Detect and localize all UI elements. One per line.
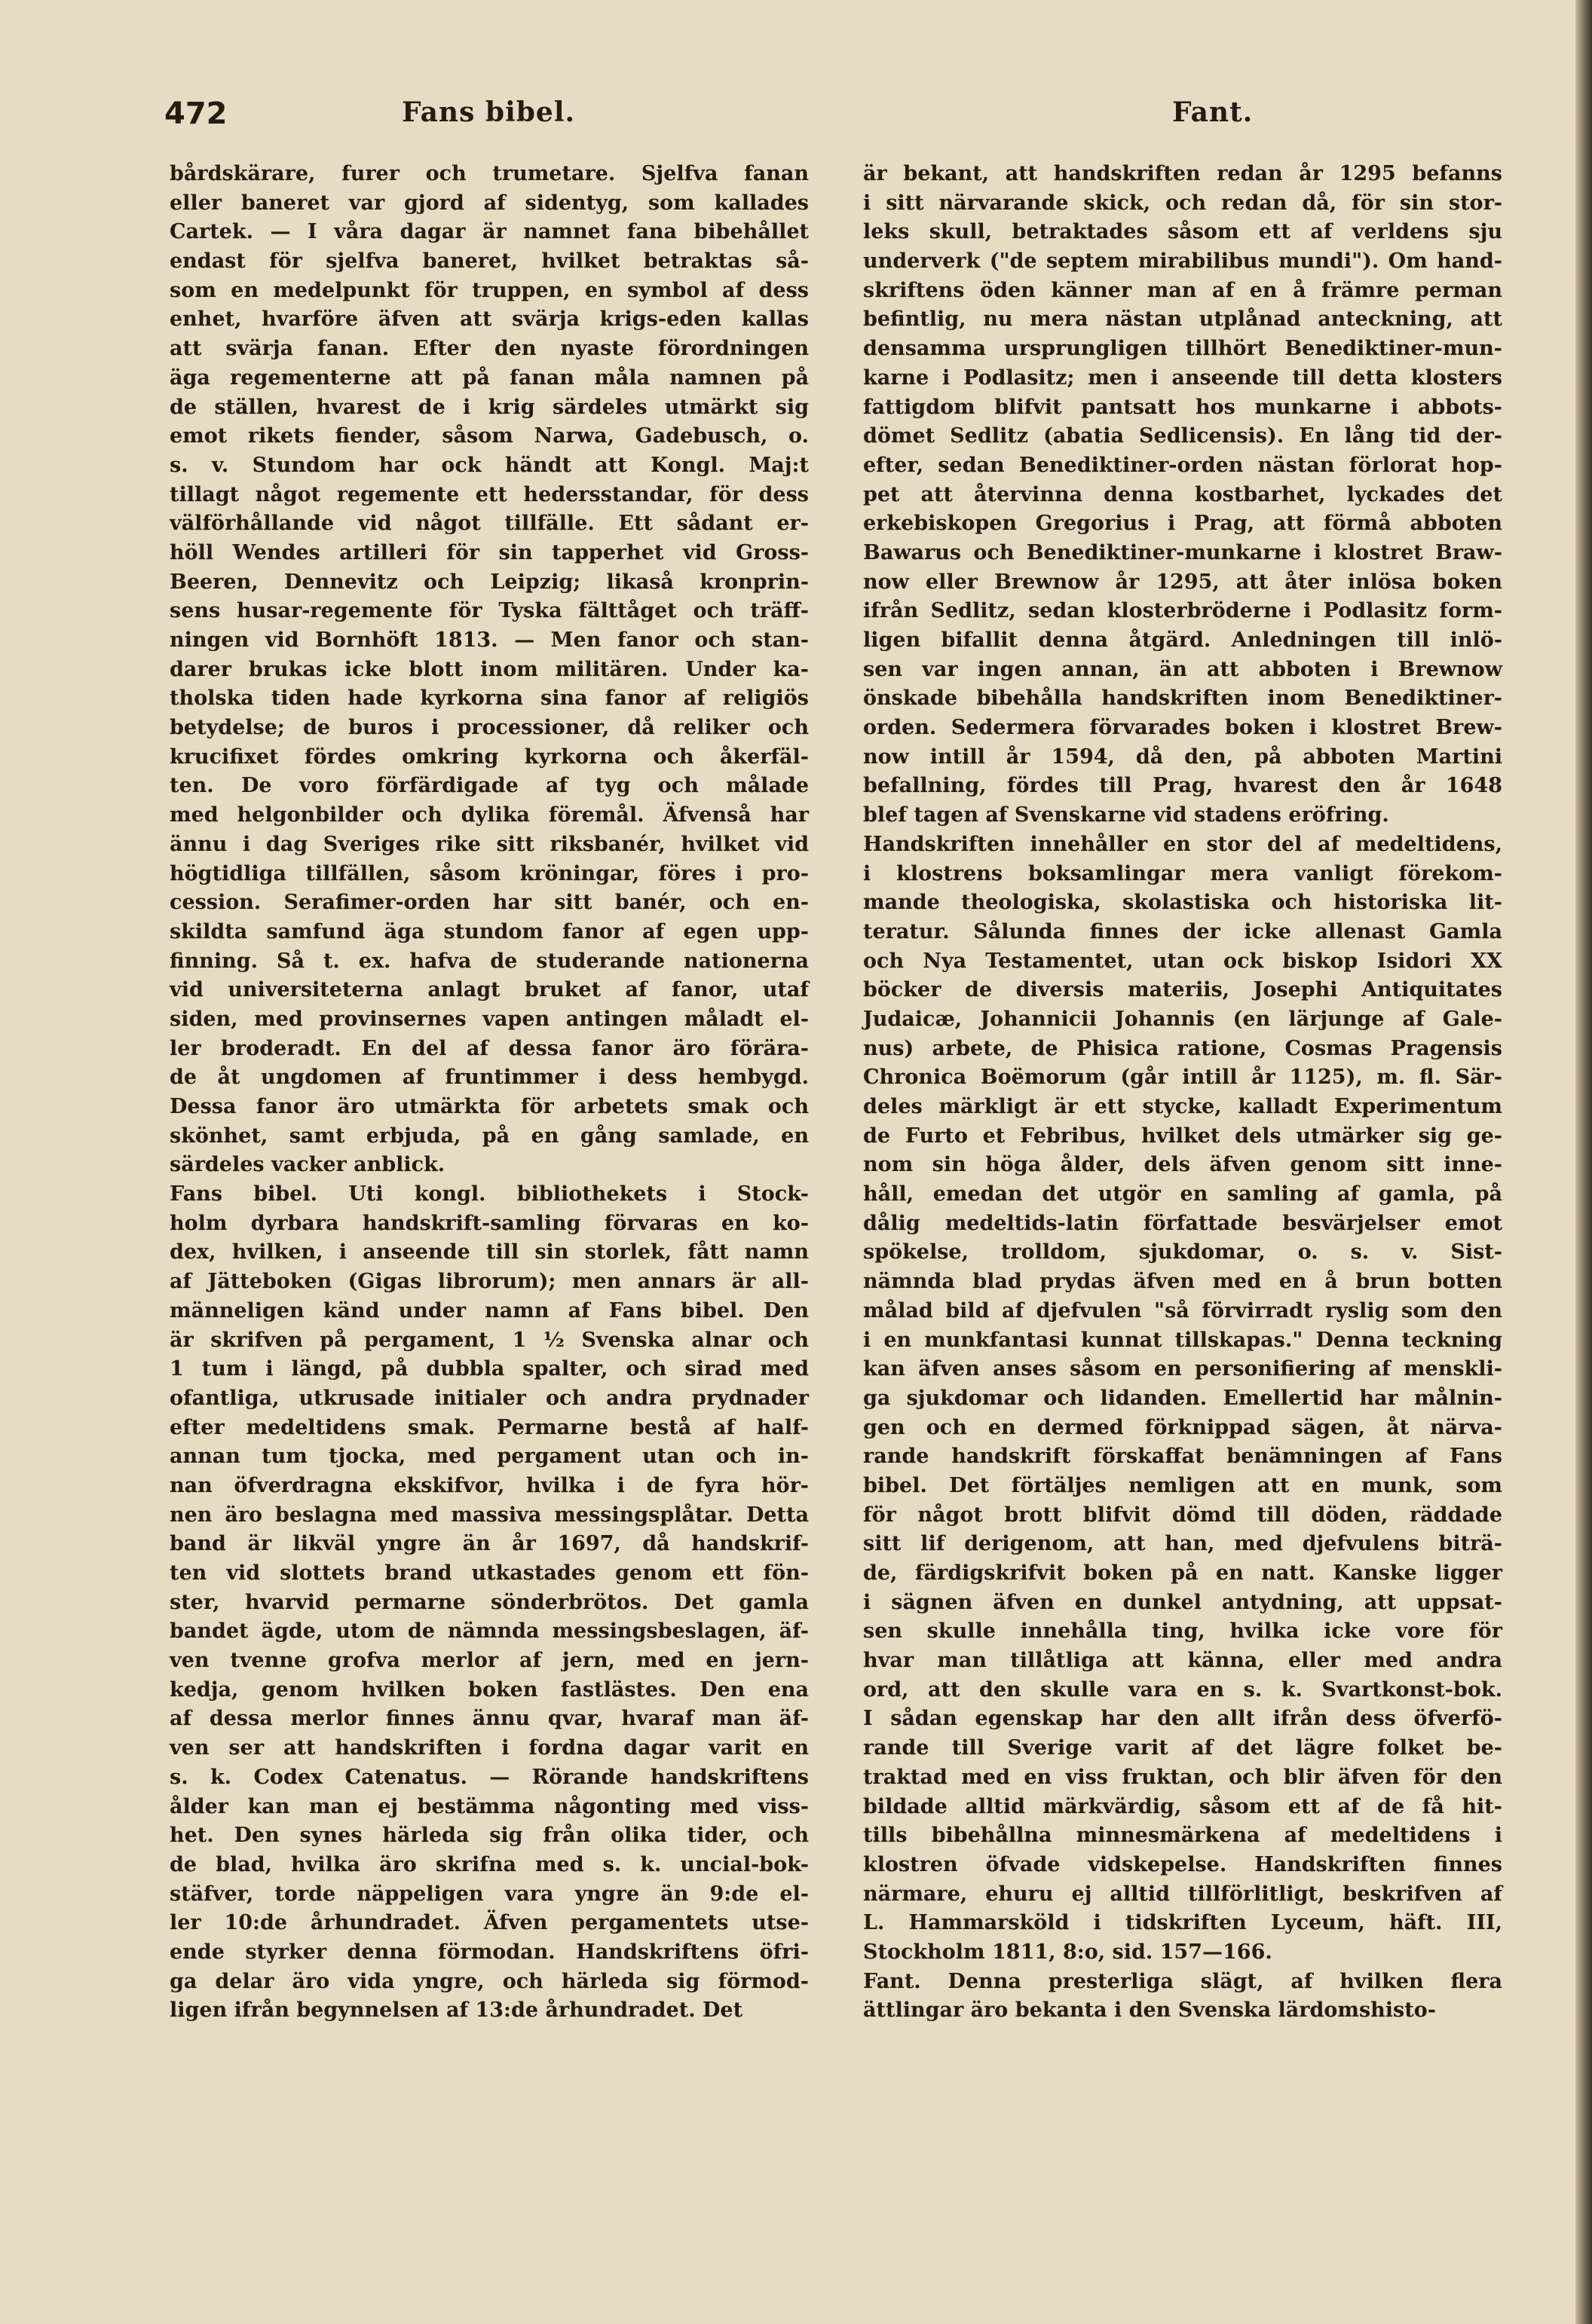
text-line: underverk ("de septem mirabilibus mundi"). Om hand- (863, 249, 1502, 274)
text-line: orden. Sedermera förvarades boken i klostret Brew- (863, 716, 1502, 740)
text-line: densamma ursprungligen tillhört Benediktiner-mun- (863, 337, 1502, 361)
text-line: now eller Brewnow år 1295, att åter inlösa boken (863, 570, 1502, 594)
text-line: 1 tum i längd, på dubbla spalter, och sirad med (170, 1357, 809, 1381)
text-line: leks skull, betraktades såsom ett af verldens sju (863, 220, 1502, 244)
text-line: Cartek. — I våra dagar är namnet fana bibehållet (170, 220, 809, 244)
text-line: de ställen, hvarest de i krig särdeles utmärkt sig (170, 395, 809, 419)
text-line: enhet, hvarföre äfven att svärja krigs-eden kallas (170, 307, 809, 332)
text-line: kan äfven anses såsom en personifiering af menskli- (863, 1357, 1502, 1381)
text-line: höll Wendes artilleri för sin tapperhet vid Gross- (170, 540, 809, 564)
text-line: ten vid slottets brand utkastades genom ett fön- (170, 1561, 809, 1585)
text-line: ligen bifallit denna åtgärd. Anledningen till inlö- (863, 628, 1502, 652)
text-line: befallning, fördes till Prag, hvarest den år 1648 (863, 774, 1502, 798)
text-line: Fant. Denna presterliga slägt, af hvilken flera (863, 1969, 1502, 1993)
text-line: bildade alltid märkvärdig, såsom ett af de få hit- (863, 1794, 1502, 1818)
text-line: ord, att den skulle vara en s. k. Svartkonst-bok. (863, 1677, 1502, 1702)
text-line: tillagt något regemente ett hedersstandar, för dess (170, 482, 809, 506)
running-head-left: Fans bibel. (402, 96, 576, 128)
text-line: s. v. Stundom har ock händt att Kongl. Maj:t (170, 453, 809, 477)
text-line: ännu i dag Sveriges rike sitt riksbanér, hvilket vid (170, 832, 809, 856)
text-line: välförhållande vid något tillfälle. Ett sådant er- (170, 512, 809, 536)
text-line: tills bibehållna minnesmärkena af medeltidens i (863, 1824, 1502, 1848)
page-number: 472 (164, 96, 228, 131)
text-line: ättlingar äro bekanta i den Svenska lärdomshisto- (863, 1998, 1436, 2023)
text-line: hvar man tillåtliga att känna, eller med andra (863, 1649, 1502, 1673)
text-line: är skrifven på pergament, 1 ½ Svenska alnar och (170, 1328, 809, 1352)
text-line: af dessa merlor finnes ännu qvar, hvaraf man äf- (170, 1707, 809, 1731)
text-line: i klostrens boksamlingar mera vanligt förekom- (863, 861, 1502, 885)
text-line: ven ser att handskriften i fordna dagar varit en (170, 1736, 809, 1760)
text-line: efter medeltidens smak. Permarne bestå af half- (170, 1415, 809, 1439)
text-line: nan öfverdragna ekskifvor, hvilka i de fyra hör- (170, 1473, 809, 1497)
text-line: klostren öfvade vidskepelse. Handskriften finnes (863, 1852, 1502, 1876)
text-line: ga sjukdomar och lidanden. Emellertid har målnin- (863, 1386, 1502, 1410)
text-line: böcker de diversis materiis, Josephi Antiquitates (863, 978, 1502, 1002)
text-line: Beeren, Dennevitz och Leipzig; likaså kronprin- (170, 570, 809, 594)
text-line: är bekant, att handskriften redan år 1295 befanns (863, 162, 1502, 185)
text-line: bandet ägde, utom de nämnda messingsbeslagen, äf- (170, 1619, 809, 1644)
text-line: sens husar-regemente för Tyska fälttåget och träff- (170, 599, 809, 623)
text-line: särdeles vacker anblick. (170, 1153, 445, 1177)
text-line: karne i Podlasitz; men i anseende till detta klosters (863, 365, 1502, 390)
text-line: krucifixet fördes omkring kyrkorna och åkerfäl- (170, 745, 809, 769)
text-line: skriftens öden känner man af en å främre perman (863, 278, 1502, 302)
text-line: nus) arbete, de Phisica ratione, Cosmas Pragensis (863, 1036, 1502, 1060)
text-line: annan tum tjocka, med pergament utan och in- (170, 1445, 809, 1469)
text-line: männeligen känd under namn af Fans bibel. Den (170, 1298, 809, 1323)
text-line: nom sin höga ålder, dels äfven genom sitt inne- (863, 1153, 1502, 1177)
text-line: het. Den synes härleda sig från olika tider, och (170, 1824, 809, 1848)
text-line: ga delar äro vida yngre, och härleda sig förmod- (170, 1969, 809, 1993)
left-text-column (170, 160, 809, 2026)
text-line: målad bild af djefvulen "så förvirradt ryslig som den (863, 1298, 1502, 1323)
text-line: de åt ungdomen af fruntimmer i dess hembygd. (170, 1066, 809, 1090)
text-line: ningen vid Bornhöft 1813. — Men fanor och stan- (170, 628, 809, 652)
text-line: erkebiskopen Gregorius i Prag, att förmå abboten (863, 512, 1502, 536)
text-line: i sägnen äfven en dunkel antydning, att uppsat- (863, 1590, 1502, 1614)
running-head-right: Fant. (1172, 96, 1254, 128)
text-line: ven tvenne grofva merlor af jern, med en jern- (170, 1649, 809, 1673)
text-line: holm dyrbara handskrift-samling förvaras en ko- (170, 1211, 809, 1235)
text-line: bibel. Det förtäljes nemligen att en munk, som (863, 1473, 1502, 1497)
text-line: ifrån Sedlitz, sedan klosterbröderne i Podlasitz form- (863, 599, 1502, 623)
text-line: efter, sedan Benediktiner-orden nästan förlorat hop- (863, 453, 1502, 477)
text-line: ligen ifrån begynnelsen af 13:de århundradet. Det (170, 1998, 743, 2023)
text-line: önskade bibehålla handskriften inom Benediktiner- (863, 686, 1502, 711)
text-line: now intill år 1594, då den, på abboten Martini (863, 745, 1502, 769)
text-line: nämnda blad prydas äfven med en å brun botten (863, 1270, 1502, 1294)
text-line: eller baneret var gjord af sidentyg, som kallades (170, 191, 809, 215)
text-line: de, färdigskrifvit boken på en natt. Kanske ligger (863, 1561, 1502, 1585)
text-line: deles märkligt är ett stycke, kalladt Experimentum (863, 1095, 1502, 1118)
text-line: ler 10:de århundradet. Äfven pergamentets utse- (170, 1911, 809, 1935)
text-line: i sitt närvarande skick, och redan då, för sin stor- (863, 191, 1502, 215)
text-line: spökelse, trolldom, sjukdomar, o. s. v. Sist- (863, 1240, 1502, 1264)
text-line: ende styrker denna förmodan. Handskriftens öfri- (170, 1940, 809, 1964)
text-line: L. Hammarsköld i tidskriften Lyceum, häft. III, (863, 1911, 1502, 1935)
text-line: sen skulle innehålla ting, hvilka icke vore för (863, 1619, 1502, 1644)
text-line: håll, emedan det utgör en samling af gamla, på (863, 1182, 1502, 1206)
text-line: betydelse; de buros i processioner, då reliker och (170, 716, 809, 740)
text-line: och Nya Testamentet, utan ock biskop Isidori XX (863, 949, 1502, 973)
text-line: I sådan egenskap har den allt ifrån dess öfverfö- (863, 1707, 1502, 1731)
text-line: darer brukas icke blott inom militären. Under ka- (170, 657, 809, 681)
text-line: de blad, hvilka äro skrifna med s. k. uncial-bok- (170, 1852, 809, 1876)
text-line: ofantliga, utkrusade initialer och andra prydnader (170, 1386, 809, 1410)
text-line: sen var ingen annan, än att abboten i Brewnow (863, 657, 1502, 681)
text-line: dex, hvilken, i anseende till sin storlek, fått namn (170, 1240, 809, 1264)
text-line: vid universiteterna anlagt bruket af fanor, utaf (170, 978, 809, 1002)
text-line: Dessa fanor äro utmärkta för arbetets smak och (170, 1095, 809, 1118)
text-line: Bawarus och Benediktiner-munkarne i klostret Braw- (863, 540, 1502, 564)
text-line: rande till Sverige varit af det lägre folket be- (863, 1736, 1502, 1760)
text-line: siden, med provinsernes vapen antingen måladt el- (170, 1007, 809, 1031)
text-line: för något brott blifvit dömd till döden, räddade (863, 1503, 1502, 1527)
text-line: i en munkfantasi kunnat tillskapas." Denna teckning (863, 1328, 1502, 1352)
text-line: stäfver, torde näppeligen vara yngre än 9:de el- (170, 1882, 809, 1906)
text-line: de Furto et Febribus, hvilket dels utmärker sig ge- (863, 1124, 1502, 1148)
text-line: högtidliga tillfällen, såsom kröningar, föres i pro- (170, 861, 809, 885)
text-line: Judaicæ, Johannicii Johannis (en lärjunge af Gale- (863, 1007, 1502, 1031)
text-line: mande theologiska, skolastiska och historiska lit- (863, 891, 1502, 915)
text-line: ster, hvarvid permarne sönderbrötos. Det gamla (170, 1590, 809, 1614)
text-line: med helgonbilder och dylika föremål. Äfvenså har (170, 803, 809, 827)
text-line: ten. De voro förfärdigade af tyg och målade (170, 774, 809, 798)
text-line: teratur. Sålunda finnes der icke allenast Gamla (863, 919, 1502, 943)
text-line: närmare, ehuru ej alltid tillförlitligt, beskrifven af (863, 1882, 1502, 1906)
text-line: emot rikets fiender, såsom Narwa, Gadebusch, o. (170, 424, 809, 448)
text-line: s. k. Codex Catenatus. — Rörande handskriftens (170, 1765, 809, 1789)
text-line: befintlig, nu mera nästan utplånad anteckning, att (863, 307, 1502, 332)
text-line: pet att återvinna denna kostbarhet, lyckades det (863, 482, 1502, 506)
text-line: af Jätteboken (Gigas librorum); men annars är all- (170, 1270, 809, 1294)
text-line: sitt lif derigenom, att han, med djefvulens biträ- (863, 1532, 1502, 1556)
text-line: ler broderadt. En del af dessa fanor äro förära- (170, 1036, 809, 1060)
text-line: som en medelpunkt för truppen, en symbol af dess (170, 278, 809, 302)
text-line: fattigdom blifvit pantsatt hos munkarne i abbots- (863, 395, 1502, 419)
text-line: skildta samfund äga stundom fanor af egen upp- (170, 919, 809, 943)
text-line: nen äro beslagna med massiva messingsplåtar. Detta (170, 1503, 809, 1527)
text-line: bårdskärare, furer och trumetare. Sjelfva fanan (170, 162, 809, 185)
text-line: band är likväl yngre än år 1697, då handskrif- (170, 1532, 809, 1556)
right-text-column (863, 160, 1502, 2026)
text-line: Chronica Boëmorum (går intill år 1125), m. fl. Sär- (863, 1066, 1502, 1090)
text-line: rande handskrift förskaffat benämningen af Fans (863, 1445, 1502, 1469)
text-line: traktad med en viss fruktan, och blir äfven för den (863, 1765, 1502, 1789)
text-line: blef tagen af Svenskarne vid stadens eröfring. (863, 803, 1389, 827)
text-line: ålder kan man ej bestämma någonting med viss- (170, 1794, 809, 1818)
text-line: dömet Sedlitz (abatia Sedlicensis). En lång tid der- (863, 424, 1502, 448)
text-line: att svärja fanan. Efter den nyaste förordningen (170, 337, 809, 361)
text-line: Handskriften innehåller en stor del af medeltidens, (863, 832, 1502, 856)
text-line: äga regementerne att på fanan måla namnen på (170, 365, 809, 390)
text-line: kedja, genom hvilken boken fastlästes. Den ena (170, 1677, 809, 1702)
text-line: dålig medeltids-latin författade besvärjelser emot (863, 1211, 1502, 1235)
text-line: Fans bibel. Uti kongl. bibliothekets i Stock- (170, 1182, 809, 1206)
text-line: finning. Så t. ex. hafva de studerande nationerna (170, 949, 809, 973)
text-line: tholska tiden hade kyrkorna sina fanor af religiös (170, 686, 809, 711)
text-line: Stockholm 1811, 8:o, sid. 157—166. (863, 1940, 1272, 1964)
text-line: skönhet, samt erbjuda, på en gång samlade, en (170, 1124, 809, 1148)
text-line: gen och en dermed förknippad sägen, åt närva- (863, 1415, 1502, 1439)
text-line: cession. Serafimer-orden har sitt banér, och en- (170, 891, 809, 915)
text-line: endast för sjelfva baneret, hvilket betraktas så- (170, 249, 809, 274)
